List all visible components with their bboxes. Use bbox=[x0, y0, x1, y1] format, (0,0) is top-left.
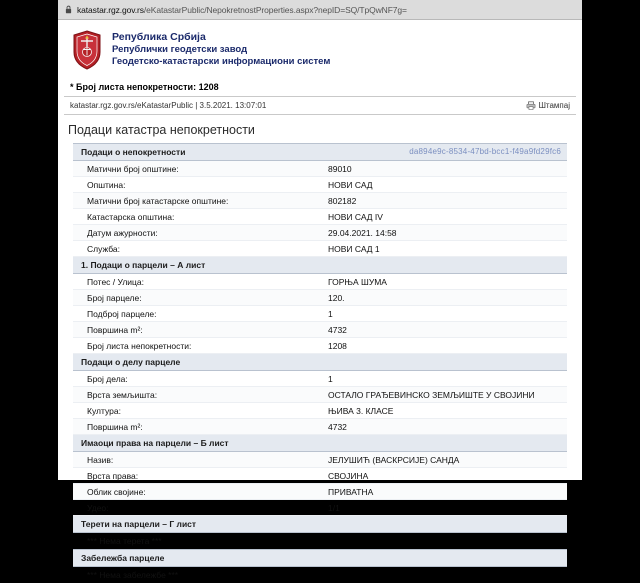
record-guid: da894e9c-8534-47bd-bcc1-f49a9fd29fc6 bbox=[409, 147, 561, 156]
table-row bbox=[73, 500, 567, 516]
table-row bbox=[73, 290, 567, 306]
table-row bbox=[73, 338, 567, 354]
group-title: Подаци о непокретности bbox=[81, 147, 185, 157]
row-label: Површина m²: bbox=[73, 322, 320, 338]
table-row bbox=[73, 193, 567, 209]
row-value: ЈЕЛУШИЋ (ВАСКРСИЈЕ) САНДА bbox=[320, 452, 567, 468]
table-row bbox=[73, 241, 567, 257]
row-label: Служба: bbox=[73, 241, 320, 257]
row-label: Назив: bbox=[73, 452, 320, 468]
group-title: 1. Подаци о парцели – А лист bbox=[81, 260, 205, 270]
group-header-row bbox=[73, 354, 567, 371]
browser-address-bar[interactable] bbox=[58, 0, 582, 20]
row-value: 802182 bbox=[320, 193, 567, 209]
row-label: Површина m²: bbox=[73, 419, 320, 435]
group-header-row bbox=[73, 435, 567, 452]
row-label: Врста земљишта: bbox=[73, 387, 320, 403]
empty-note-row bbox=[73, 533, 567, 550]
group-title: Имаоци права на парцели – Б лист bbox=[81, 438, 229, 448]
row-label: Удео: bbox=[73, 500, 320, 516]
group-title: Забележба парцеле bbox=[81, 553, 164, 563]
row-label: Потес / Улица: bbox=[73, 274, 320, 290]
row-value: СВОЈИНА bbox=[320, 468, 567, 484]
row-value: 1 bbox=[320, 306, 567, 322]
print-label: Штампај bbox=[539, 101, 570, 110]
lock-icon bbox=[64, 5, 73, 14]
row-label: Број листа непокретности: bbox=[73, 338, 320, 354]
table-row bbox=[73, 452, 567, 468]
table-row bbox=[73, 403, 567, 419]
row-label: Број парцеле: bbox=[73, 290, 320, 306]
group-title: Подаци о делу парцеле bbox=[81, 357, 180, 367]
table-row bbox=[73, 387, 567, 403]
row-value: 89010 bbox=[320, 161, 567, 177]
page-title: Подаци катастра непокретности bbox=[68, 123, 582, 137]
org-line-country: Република Србија bbox=[112, 31, 330, 44]
organization-text bbox=[112, 30, 330, 68]
row-label: Матични број катастарске општине: bbox=[73, 193, 320, 209]
row-value: НОВИ САД bbox=[320, 177, 567, 193]
empty-note: *** Нема терета *** bbox=[73, 533, 567, 550]
table-row bbox=[73, 274, 567, 290]
row-value: ГОРЊА ШУМА bbox=[320, 274, 567, 290]
cadastre-data-table bbox=[73, 143, 567, 583]
org-line-system: Геодетско-катастарски информациони систем bbox=[112, 56, 330, 68]
empty-note: *** Нема забележбе *** bbox=[73, 567, 567, 583]
empty-note-row bbox=[73, 567, 567, 583]
row-value: 4732 bbox=[320, 419, 567, 435]
row-value: НОВИ САД 1 bbox=[320, 241, 567, 257]
property-sheet-number: * Број листа непокретности: 1208 bbox=[70, 82, 582, 92]
table-row bbox=[73, 419, 567, 435]
group-header-row bbox=[73, 516, 567, 533]
table-row bbox=[73, 468, 567, 484]
row-label: Број дела: bbox=[73, 371, 320, 387]
group-header-row bbox=[73, 550, 567, 567]
row-label: Датум ажурности: bbox=[73, 225, 320, 241]
row-label: Подброј парцеле: bbox=[73, 306, 320, 322]
print-button[interactable] bbox=[526, 101, 570, 110]
group-title: Терети на парцели – Г лист bbox=[81, 519, 196, 529]
row-label: Катастарска општина: bbox=[73, 209, 320, 225]
row-label: Врста права: bbox=[73, 468, 320, 484]
table-row bbox=[73, 484, 567, 500]
url-path: /eKatastarPublic/NepokretnostProperties.aspx?nepID=SQ/TpQwNF7g= bbox=[144, 5, 407, 15]
row-label: Култура: bbox=[73, 403, 320, 419]
meta-bar bbox=[64, 96, 576, 115]
letterbox-right bbox=[582, 0, 640, 480]
meta-source: katastar.rgz.gov.rs/eKatastarPublic | 3.5.2021. 13:07:01 bbox=[70, 101, 266, 110]
group-header-row bbox=[73, 257, 567, 274]
group-header-row bbox=[73, 144, 567, 161]
table-row bbox=[73, 225, 567, 241]
row-value: НОВИ САД IV bbox=[320, 209, 567, 225]
row-value: 4732 bbox=[320, 322, 567, 338]
table-row bbox=[73, 371, 567, 387]
row-value: ПРИВАТНА bbox=[320, 484, 567, 500]
table-row bbox=[73, 161, 567, 177]
row-value: ЊИВА 3. КЛАСЕ bbox=[320, 403, 567, 419]
table-row bbox=[73, 177, 567, 193]
row-value: 1/1 bbox=[320, 500, 567, 516]
serbian-coat-of-arms-icon bbox=[72, 30, 102, 70]
org-line-authority: Републички геодетски завод bbox=[112, 44, 330, 56]
row-value: 1 bbox=[320, 371, 567, 387]
row-label: Облик својине: bbox=[73, 484, 320, 500]
row-label: Матични број општине: bbox=[73, 161, 320, 177]
row-value: 29.04.2021. 14:58 bbox=[320, 225, 567, 241]
organization-header bbox=[72, 30, 582, 70]
url-host: katastar.rgz.gov.rs bbox=[77, 5, 144, 15]
table-row bbox=[73, 306, 567, 322]
printer-icon bbox=[526, 101, 536, 110]
table-row bbox=[73, 209, 567, 225]
table-row bbox=[73, 322, 567, 338]
page-content bbox=[58, 20, 582, 480]
row-label: Општина: bbox=[73, 177, 320, 193]
url-text[interactable] bbox=[77, 5, 407, 15]
row-value: 120. bbox=[320, 290, 567, 306]
letterbox-left bbox=[0, 0, 58, 480]
row-value: ОСТАЛО ГРАЂЕВИНСКО ЗЕМЉИШТЕ У СВОЈИНИ bbox=[320, 387, 567, 403]
row-value: 1208 bbox=[320, 338, 567, 354]
